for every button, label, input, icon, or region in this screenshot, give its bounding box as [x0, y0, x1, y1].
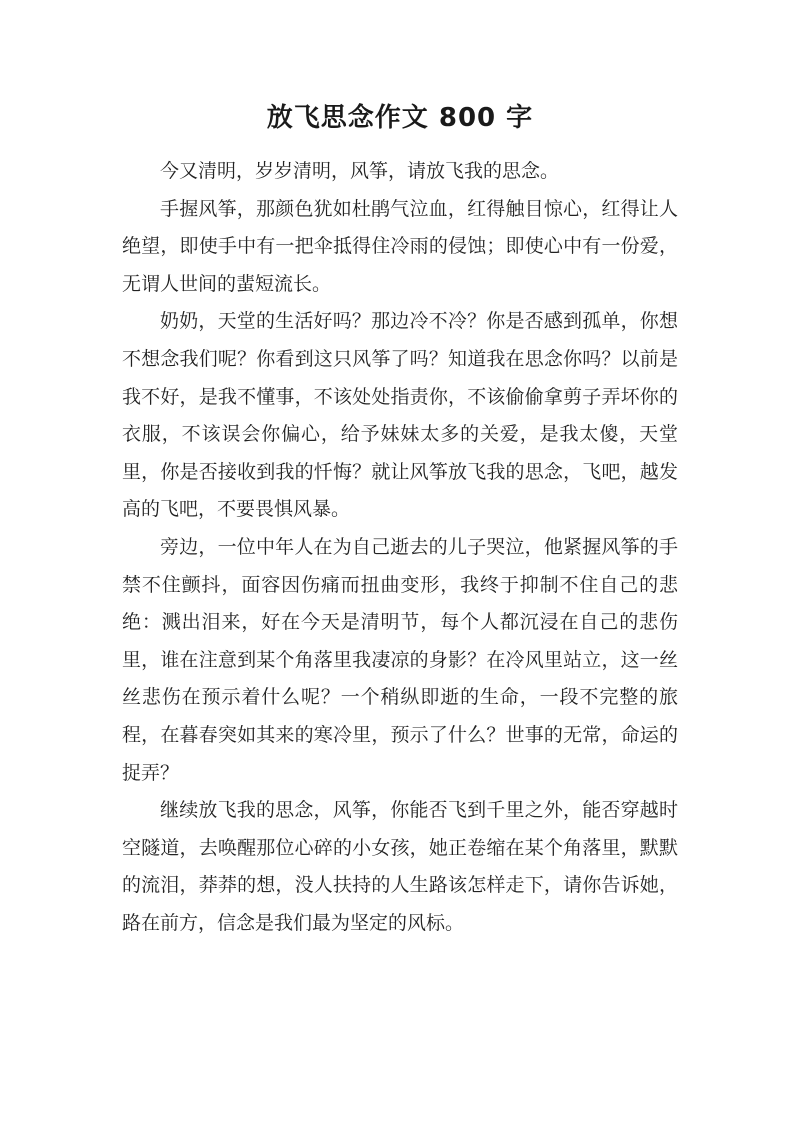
paragraph-4: 旁边，一位中年人在为自己逝去的儿子哭泣，他紧握风筝的手禁不住颤抖，面容因伤痛而扭曲变形，我终于抑制不住自己的悲绝：溅出泪来，好在今天是清明节，每个人都沉浸在自己的悲伤里，谁在注意到某个角落里我凄凉的身影？在冷风里站立，这一丝丝悲伤在预示着什么呢？一个稍纵即逝的生命，一段不完整的旅程，在暮春突如其来的寒冷里，预示了什么？世事的无常，命运的捉弄？ [122, 535, 678, 784]
essay-body [122, 153, 678, 942]
paragraph-3: 奶奶，天堂的生活好吗？那边冷不冷？你是否感到孤单，你想不想念我们呢？你看到这只风筝了吗？知道我在思念你吗？以前是我不好，是我不懂事，不该处处指责你，不该偷偷拿剪子弄坏你的衣服，不该误会你偏心，给予妹妹太多的关爱，是我太傻，天堂里，你是否接收到我的忏悔？就让风筝放飞我的思念，飞吧，越发高的飞吧，不要畏惧风暴。 [122, 310, 678, 521]
paragraph-2: 手握风筝，那颜色犹如杜鹃气泣血，红得触目惊心，红得让人绝望，即使手中有一把伞抵得住冷雨的侵蚀；即使心中有一份爱，无谓人世间的蜚短流长。 [122, 197, 678, 295]
paragraph-1: 今又清明，岁岁清明，风筝，请放飞我的思念。 [160, 160, 560, 182]
paragraph-5: 继续放飞我的思念，风筝，你能否飞到千里之外，能否穿越时空隧道，去唤醒那位心碎的小女孩，她正卷缩在某个角落里，默默的流泪，莽莽的想，没人扶持的人生路该怎样走下，请你告诉她，路在前方，信念是我们最为坚定的风标。 [122, 799, 678, 934]
essay-title: 放飞思念作文 800 字 [266, 103, 534, 133]
